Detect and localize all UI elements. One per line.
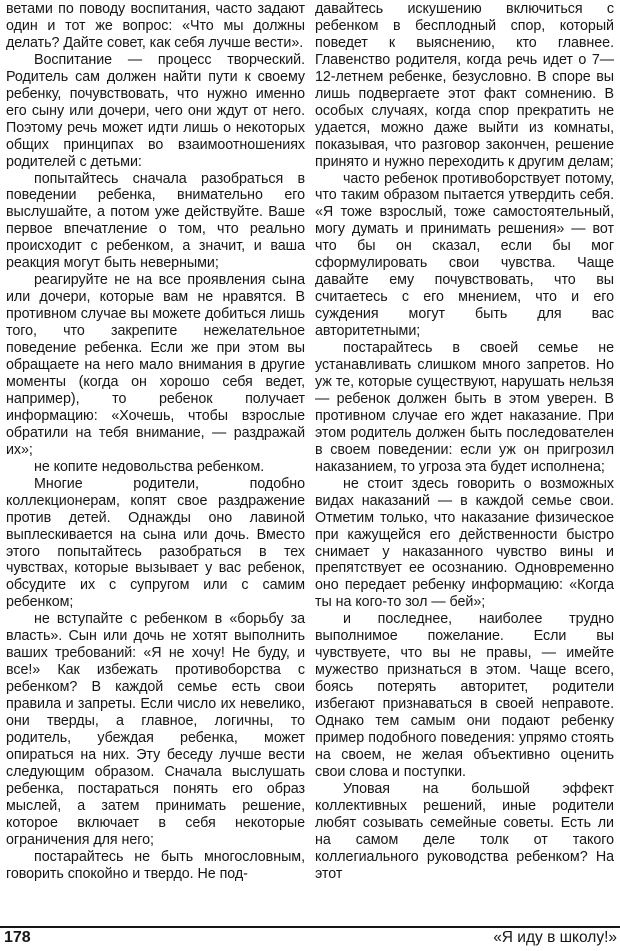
text-column-right (315, 1, 614, 883)
paragraph: попытайтесь сначала разобраться в поведении ребенка, внимательно его выслушайте, а потом уже действуйте. Ваше первое впечатление о том, что реально происходит с ребенком, а значит, и ваша реакция могут быть неверными; (6, 170, 305, 272)
page-number: 178 (4, 929, 31, 946)
paragraph: Уповая на большой эффект коллективных решений, иные родители любят созывать семейные советы. Есть ли на самом деле толк от такого коллегиального руководства ребенком? На этот (315, 780, 614, 882)
running-title: «Я иду в школу!» (493, 929, 617, 946)
footer-rule (0, 926, 620, 928)
paragraph: часто ребенок противоборствует потому, что таким образом пытается утвердить себя. «Я тоже взрослый, тоже самостоятельный, могу думать и принимать решения» — вот что бы он сказал, если бы мог сформулировать свои чувства. Чаще давайте ему почувствовать, что вы считаетесь с его мнением, что и его суждения могут быть для вас авторитетными; (315, 170, 614, 340)
paragraph: и последнее, наиболее трудно выполнимое пожелание. Если вы чувствуете, что вы не правы, — имейте мужество признаться в этом. Чаще всего, боясь потерять авторитет, родители избегают признаваться в своей неправоте. Однако тем самым они подают ребенку пример подобного поведения: упрямо стоять на своем, не желая объективно оценить свои слова и поступки. (315, 611, 614, 780)
paragraph: постарайтесь в своей семье не устанавливать слишком много запретов. Но уж те, которые существуют, нарушать нельзя — ребенок должен быть в этом уверен. В противном случае его ждет наказание. При этом родитель должен быть последователен в своем поведении: если уж он пригрозил наказанием, то угроза эта будет исполнена; (315, 340, 614, 475)
paragraph: не стоит здесь говорить о возможных видах наказаний — в каждой семье свои. Отметим только, что наказание физическое при кажущейся его действенности быстро снимает у наказанного чувство вины и препятствует ее осознанию. Одновременно оно передает ребенку информацию: «Когда ты на кого-то зол — бей»; (315, 475, 614, 611)
paragraph: Многие родители, подобно коллекционерам, копят свое раздражение против детей. Однажды оно лавиной выплескивается на сына или дочь. Вместо этого попытайтесь разобраться в тех чувствах, которые вызывает у вас ребенок, обсудите их с супругом или с самим ребенком; (6, 475, 305, 611)
paragraph: реагируйте не на все проявления сына или дочери, которые вам не нравятся. В противном случае вы можете добиться лишь того, что закрепите нежелательное поведение ребенка. Если же при этом вы обращаете на него мало внимания в другие моменты (когда он хорошо себя ведет, например), то ребенок получает информацию: «Хочешь, чтобы взрослые обратили на тебя внимание, — раздражай их»; (6, 272, 305, 458)
paragraph: постарайтесь не быть многословным, говорить спокойно и твердо. Не под- (6, 848, 305, 882)
paragraph: не вступайте с ребенком в «борьбу за власть». Сын или дочь не хотят выполнить ваших требований: «Я не хочу! Не буду, и все!» Как избежать противоборства с ребенком? В каждой семье есть свои правила и запреты. Если число их невелико, они тверды, а главное, логичны, то родитель, убеждая ребенка, может опираться на них. Эту беседу лучше вести следующим образом. Сначала выслушать ребенка, постараться понять его образ мыслей, а затем принимать решение, которое включает в себя некоторые ограничения для него; (6, 611, 305, 848)
paragraph: ветами по поводу воспитания, часто задают один и тот же вопрос: «Что мы должны делать? Дайте совет, как себя лучше вести». (6, 1, 305, 51)
paragraph: Воспитание — процесс творческий. Родитель сам должен найти пути к своему ребенку, почувствовать, что нужно именно его сыну или дочери, чего они ждут от него. Поэтому речь может идти лишь о некоторых общих принципах во взаимоотношениях родителей с детьми: (6, 51, 305, 170)
paragraph: давайтесь искушению включиться с ребенком в бесплодный спор, который поведет к выяснению, кто главнее. Главенство родителя, когда речь идет о 7—12-летнем ребенке, безусловно. В споре вы лишь подвергаете этот факт сомнению. В особых случаях, когда спор прекратить не удается, можно даже выйти из комнаты, показывая, что разговор закончен, решение принято и нужно переходить к другим делам; (315, 1, 614, 170)
text-column-left (6, 1, 305, 883)
paragraph: не копите недовольства ребенком. (34, 458, 265, 475)
